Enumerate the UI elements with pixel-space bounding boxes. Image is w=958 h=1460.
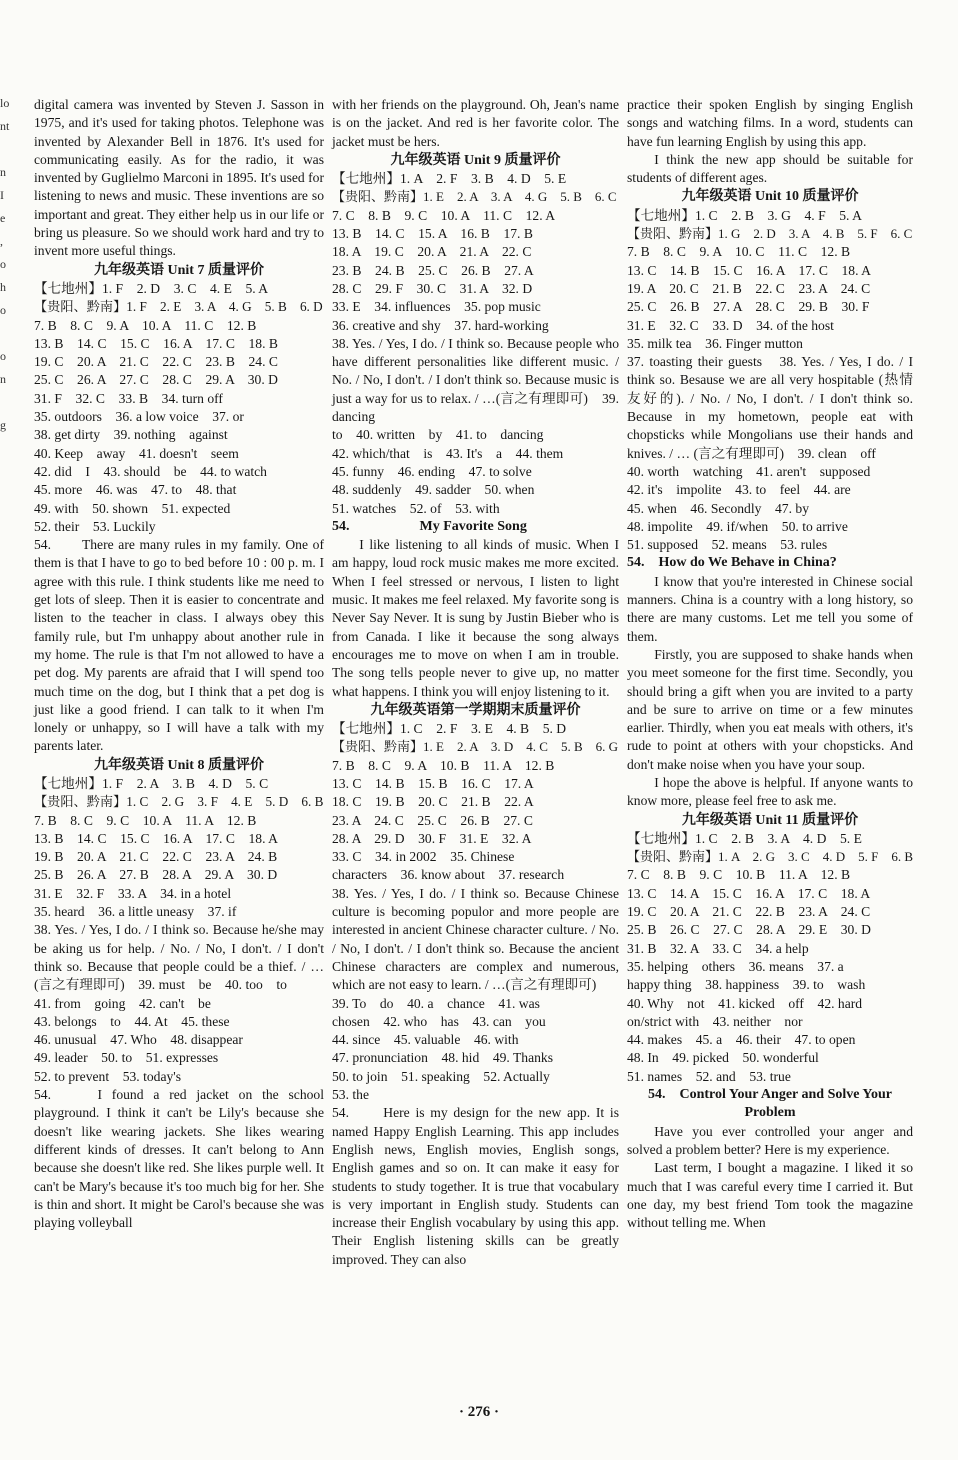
paragraph: I hope the above is helpful. If anyone wants to know more, please feel free to ask me.: [627, 774, 913, 809]
answer-line: 13. B 14. C 15. C 16. A 17. C 18. B: [34, 335, 278, 351]
answer-line: 46. unusual 47. Who 48. disappear: [34, 1032, 243, 1048]
answer-line: 40. Why not 41. kicked off 42. hard: [627, 995, 863, 1011]
essay-paragraph: 54. Here is my design for the new app. It is named Happy English Learning. This app includes English news, English movies, English songs, English games and so on. It can make it easy for students to study together. It is true that vocabulary is very important in English study. Students can increase their English vocabulary by using this app. Their English listening skills can be greatly improved. They can also: [332, 1105, 619, 1267]
answer-line: 23. A 24. C 25. C 26. B 27. C: [332, 812, 533, 828]
answer-line: 45. more 46. was 47. to 48. that: [34, 482, 237, 498]
essay-title: 54. Control Your Anger and Solve Your Problem: [648, 1087, 892, 1121]
paragraph: 38. Yes. / Yes, I do. / I think so. Because Chinese culture is becoming populor and more people are interested in ancient Chinese character culture. / No. / No, I don't. / I don't think so. Because the ancient Chinese characters are complex and numerous, which are not easy to learn. / …(言之有理即可): [332, 885, 619, 993]
answer-line: 42. which/that is 43. It's a 44. them: [332, 445, 564, 461]
paragraph: I know that you're interested in Chinese social manners. China is a country with a long history, so there are many customs. Let me tell you some of them.: [627, 573, 913, 644]
answer-line: characters 36. know about 37. research: [332, 867, 565, 883]
page-number: · 276 ·: [458, 1404, 499, 1420]
answer-line: 44. makes 45. a 46. their 47. to open: [627, 1032, 856, 1048]
answer-line: 49. leader 50. to 51. expresses: [34, 1050, 219, 1066]
edge-fragment: g: [0, 418, 6, 432]
edge-fragment: o: [0, 349, 6, 363]
answer-line: 38. get dirty 39. nothing against: [34, 427, 228, 443]
edge-fragment: [0, 322, 12, 345]
answer-line: 44. since 45. valuable 46. with: [332, 1032, 519, 1048]
answer-line: 7. B 8. C 9. C 10. A 11. A 12. B: [34, 812, 257, 828]
answer-line: 7. B 8. C 9. A 10. C 11. C 12. B: [627, 244, 851, 260]
edge-fragment: nt: [0, 119, 10, 133]
answer-line: 52. their 53. Luckily: [34, 518, 156, 534]
answer-line: 40. worth watching 41. aren't supposed: [627, 463, 871, 479]
section-heading: 九年级英语 Unit 11 质量评价: [681, 812, 859, 828]
answer-line: 48. In 49. picked 50. wonderful: [627, 1050, 819, 1066]
section-heading: 九年级英语 Unit 9 质量评价: [390, 152, 561, 168]
answer-line: 【七地州】1. C 2. B 3. A 4. D 5. E: [627, 830, 862, 846]
section-heading: 九年级英语 Unit 8 质量评价: [94, 757, 264, 773]
answer-line: 19. C 20. A 21. C 22. B 23. A 24. C: [627, 904, 871, 920]
paragraph: 38. Yes. / Yes, I do. / I think so. Because he/she may be aking us for help. / No. / No, I don't. / I don't think so. Because that people could be a thief. / …(言之有理即可) 39. must be 40. too to: [34, 922, 324, 993]
answer-line: 45. funny 46. ending 47. to solve: [332, 463, 532, 479]
answer-line: 【七地州】1. C 2. F 3. E 4. B 5. D: [332, 721, 567, 737]
answer-line: 【七地州】1. F 2. D 3. C 4. E 5. A: [34, 280, 269, 296]
answer-line: 19. B 20. A 21. C 22. C 23. A 24. B: [34, 849, 278, 865]
answer-line: 25. B 26. C 27. C 28. A 29. E 30. D: [627, 922, 871, 938]
answer-line: 19. A 20. C 21. B 22. C 23. A 24. C: [627, 280, 871, 296]
answer-line: 47. pronunciation 48. hid 49. Thanks: [332, 1050, 554, 1066]
paragraph: with her friends on the playground. Oh, Jean's name is on the jacket. And red is her favorite color. The jacket must be hers.: [332, 97, 619, 149]
paragraph: I like listening to all kinds of music. When I am happy, loud rock music makes me more excited. When I feel stressed or nervous, I listen to light music. It makes me feel relaxed. My favorite song is Never Say Never. It is sung by Justin Bieber who is from Canada. I like it because the song always encourages me to move on when I am in trouble. The song tells people never to give up, no matter what happens. I think you will enjoy listening to it.: [332, 537, 619, 699]
answer-line: 39. To do 40. a chance 41. was: [332, 995, 540, 1011]
paragraph: 38. Yes. / Yes, I do. / I think so. Because people who have different personalities like different music. / No. / No, I don't. / I don't think so. Because music is just a way for us to relax. / …(言之有理即可) 39. dancing: [332, 335, 619, 425]
answer-line: 13. C 14. B 15. C 16. A 17. C 18. A: [627, 262, 871, 278]
answer-line: 35. helping others 36. means 37. a: [627, 958, 844, 974]
answer-line: 【贵阳、黔南】1. E 2. A 3. A 4. G 5. B 6. C: [332, 189, 617, 205]
answer-line: 7. B 8. C 9. A 10. B 11. A 12. B: [332, 757, 555, 773]
answer-line: 51. watches 52. of 53. with: [332, 500, 500, 516]
answer-line: 【贵阳、黔南】1. G 2. D 3. A 4. B 5. F 6. C: [627, 226, 913, 242]
answer-line: 52. to prevent 53. today's: [34, 1068, 182, 1084]
answer-line: 19. C 20. A 21. C 22. C 23. B 24. C: [34, 354, 278, 370]
answer-line: 35. milk tea 36. Finger mutton: [627, 335, 803, 351]
answer-line: 25. C 26. A 27. C 28. C 29. A 30. D: [34, 372, 278, 388]
answer-line: 28. A 29. D 30. F 31. E 32. A: [332, 830, 532, 846]
edge-fragment: I: [0, 188, 4, 202]
paragraph: practice their spoken English by singing English songs and watching films. In a word, students can have fun learning English by using this app.: [627, 97, 913, 149]
answer-line: 40. Keep away 41. doesn't seem: [34, 445, 239, 461]
section-heading: 九年级英语第一学期期末质量评价: [370, 702, 581, 718]
answer-line: 13. C 14. B 15. B 16. C 17. A: [332, 775, 534, 791]
answer-line: 49. with 50. shown 51. expected: [34, 500, 231, 516]
answer-line: 13. C 14. A 15. C 16. A 17. C 18. A: [627, 885, 871, 901]
answer-line: 【七地州】1. F 2. A 3. B 4. D 5. C: [34, 775, 269, 791]
answer-line: 7. C 8. B 9. C 10. A 11. C 12. A: [332, 207, 556, 223]
edge-fragment: ,: [0, 234, 3, 248]
answer-line: 36. creative and shy 37. hard-working: [332, 317, 549, 333]
answer-line: 31. B 32. A 33. C 34. a help: [627, 940, 809, 956]
answer-line: 7. B 8. C 9. A 10. A 11. C 12. B: [34, 317, 257, 333]
answer-line: 13. B 14. C 15. A 16. B 17. B: [332, 226, 533, 242]
answer-line: on/strict with 43. neither nor: [627, 1013, 803, 1029]
answer-line: 【贵阳、黔南】1. E 2. A 3. D 4. C 5. B 6. G: [332, 739, 619, 755]
answer-line: 48. impolite 49. if/when 50. to arrive: [627, 518, 848, 534]
answer-line: 【贵阳、黔南】1. C 2. G 3. F 4. E 5. D 6. B: [34, 794, 324, 810]
answer-line: 48. suddenly 49. sadder 50. when: [332, 482, 535, 498]
answer-line: 【七地州】1. A 2. F 3. B 4. D 5. E: [332, 171, 567, 187]
answer-line: 25. C 26. B 27. A 28. C 29. B 30. F: [627, 299, 870, 315]
paragraph: digital camera was invented by Steven J. Sasson in 1975, and it's used for taking photos. Telephone was invented by Alexander Bell in 1876. It's used for communicating easily. As for the radio, it was invented by Guglielmo Marconi in 1895. It's used for listening to news and music. These inventions are so important and great. They either help us in our life or bring us pleasure. So we should work hard and try to invent more useful things.: [34, 97, 324, 259]
edge-fragment: h: [0, 280, 6, 294]
section-heading: 九年级英语 Unit 10 质量评价: [681, 189, 859, 205]
answer-line: 33. C 34. in 2002 35. Chinese: [332, 849, 515, 865]
answer-line: 7. C 8. B 9. C 10. B 11. A 12. B: [627, 867, 851, 883]
answer-line: 35. heard 36. a little uneasy 37. if: [34, 904, 237, 920]
edge-fragment: e: [0, 211, 6, 225]
answer-line: 51. names 52. and 53. true: [627, 1068, 791, 1084]
answer-line: 31. E 32. F 33. A 34. in a hotel: [34, 885, 232, 901]
answer-line: 41. from going 42. can't be: [34, 995, 211, 1011]
column-3: [627, 96, 913, 1232]
edge-fragment: o: [0, 257, 6, 271]
paragraph: Firstly, you are supposed to shake hands when you meet someone for the first time. Secondly, you should bring a gift when you are invited to a party and be sure to arrive on time or a few minutes earlier. Thirdly, when you eat meals with others, it's rude to point at others with your chopsticks. And don't make noise when you have your soup.: [627, 646, 913, 772]
answer-line: 50. to join 51. speaking 52. Actually: [332, 1068, 550, 1084]
answer-line: 【贵阳、黔南】1. F 2. E 3. A 4. G 5. B 6. D: [34, 299, 323, 315]
answer-line: 35. outdoors 36. a low voice 37. or: [34, 409, 244, 425]
answer-line: 53. the: [332, 1087, 369, 1103]
essay-title: 54. My Favorite Song: [332, 518, 527, 534]
answer-line: 18. C 19. B 20. C 21. B 22. A: [332, 794, 534, 810]
answer-line: 【七地州】1. C 2. B 3. G 4. F 5. A: [627, 207, 862, 223]
column-2: [332, 96, 619, 1269]
left-edge-fragments: [0, 92, 12, 437]
answer-line: 51. supposed 52. means 53. rules: [627, 537, 828, 553]
answer-line: 31. E 32. C 33. D 34. of the host: [627, 317, 834, 333]
answer-line: 18. A 19. C 20. A 21. A 22. C: [332, 244, 532, 260]
answer-line: 43. belongs to 44. At 45. these: [34, 1013, 230, 1029]
edge-fragment: o: [0, 303, 6, 317]
answer-line: 33. E 34. influences 35. pop music: [332, 299, 541, 315]
edge-fragment: n: [0, 165, 6, 179]
edge-fragment: lo: [0, 96, 10, 110]
answer-line: 31. F 32. C 33. B 34. turn off: [34, 390, 223, 406]
answer-line: 45. when 46. Secondly 47. by: [627, 500, 809, 516]
answer-line: 28. C 29. F 30. C 31. A 32. D: [332, 280, 533, 296]
answer-line: chosen 42. who has 43. can you: [332, 1013, 546, 1029]
answer-line: 【贵阳、黔南】1. A 2. G 3. C 4. D 5. F 6. B: [627, 849, 913, 865]
column-1: [34, 96, 324, 1232]
section-heading: 九年级英语 Unit 7 质量评价: [94, 262, 264, 278]
paragraph: Have you ever controlled your anger and solved a problem better? Here is my experience.: [627, 1123, 913, 1157]
answer-line: happy thing 38. happiness 39. to wash: [627, 977, 866, 993]
essay-paragraph: 54. I found a red jacket on the school playground. I think it can't be Lily's because she doesn't like wearing jackets. She likes wearing different kinds of dresses. It can't belong to Ann because she doesn't like red. She likes purple well. It can't be Mary's because it's too much big for her. She is thin and short. It might be Carol's because she was playing volleyball: [34, 1087, 324, 1231]
edge-fragment: n: [0, 372, 6, 386]
answer-line: 42. did I 43. should be 44. to watch: [34, 463, 267, 479]
essay-title: 54. How do We Behave in China?: [627, 555, 837, 571]
essay-paragraph: 54. There are many rules in my family. One of them is that I have to go to bed before 10 : 00 p. m. I agree with this rule. I think students like me need to get lots of sleep. Then it is easier to concentrate and listen to the teacher in class. I always obey this family rule, but I'm unhappy about another rule in my home. The rule is that I'm not allowed to have a pet dog. My parents are afraid that I will spend too much time on the dog, but I think that a pet dog is just like a good friend. I can talk to it when I'm lonely or unhappy, so I will have a talk with my parents later.: [34, 537, 324, 754]
edge-fragment: [0, 391, 12, 414]
paragraph: Last term, I bought a magazine. I liked it so much that I was careful every time I carried it. But one day, my best friend Tom took the magazine without telling me. When: [627, 1160, 913, 1231]
answer-line: 42. it's impolite 43. to feel 44. are: [627, 482, 851, 498]
answer-line: to 40. written by 41. to dancing: [332, 427, 544, 443]
answer-line: 13. B 14. C 15. C 16. A 17. C 18. A: [34, 830, 278, 846]
edge-fragment: [0, 138, 12, 161]
answer-line: 25. B 26. A 27. B 28. A 29. A 30. D: [34, 867, 278, 883]
answer-line: 23. B 24. B 25. C 26. B 27. A: [332, 262, 534, 278]
paragraph: 37. toasting their guests 38. Yes. / Yes, I do. / I think so. Besause we are all very hospitable (热情友好的). / No. / No, I don't. / I don't think so. Because in my hometown, people eat with chopsticks while Mongolians use their hands and knives. / … (言之有理即可) 39. clean off: [627, 354, 913, 461]
paragraph: I think the new app should be suitable for students of different ages.: [627, 151, 913, 186]
